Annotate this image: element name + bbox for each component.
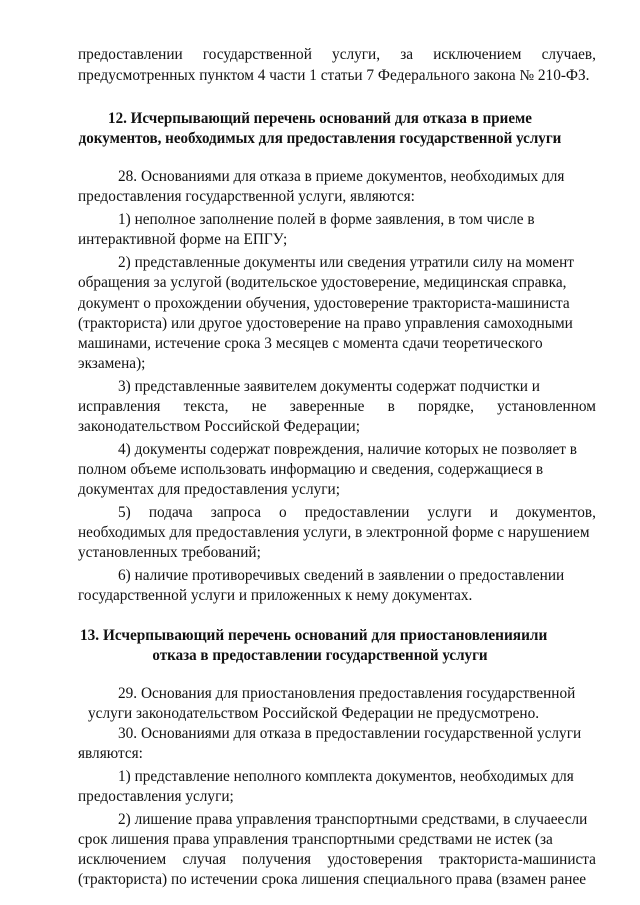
item-28-5-line-2: необходимых для предоставления услуги, в электронной форме с нарушением — [78, 524, 590, 541]
word: случаев, — [541, 46, 596, 63]
word: документов, — [516, 504, 596, 521]
item-30-1-line-2: предоставления услуги; — [78, 788, 234, 805]
word: заверенные — [289, 398, 365, 415]
item-28-2-line-1: 2) представленные документы или сведения утратили силу на момент — [118, 254, 574, 271]
word: услуги, — [332, 46, 381, 63]
word: предоставлении — [304, 504, 410, 521]
item-28-line-1: 28. Основаниями для отказа в приеме документов, необходимых для — [118, 168, 565, 185]
item-28-3-line-3: законодательством Российской Федерации; — [78, 418, 360, 435]
section-12-title-line-2: документов, необходимых для предоставления государственной услуги — [78, 130, 562, 147]
word: порядке, — [417, 398, 474, 415]
word: случая — [182, 851, 227, 868]
word: 5) — [118, 504, 131, 521]
item-28-3-line-1: 3) представленные заявителем документы содержат подчистки и — [118, 378, 540, 395]
item-29-line-1: 29. Основания для приостановления предоставления государственной — [118, 685, 576, 702]
word: подача — [148, 504, 193, 521]
item-28-2-line-6: экзамена); — [78, 355, 146, 372]
item-30-2-line-2: срок лишения права управления транспортными средствами не истек (за — [78, 831, 553, 848]
intro-line-1 — [78, 45, 596, 65]
word: удостоверения — [327, 851, 423, 868]
item-30-2-line-3 — [78, 850, 596, 870]
word: исключением — [433, 46, 522, 63]
item-28-2-line-2: обращения за услугой (водительское удостоверение, медицинская справка, — [78, 274, 567, 291]
item-28-2-line-3: документ о прохождении обучения, удостоверение тракториста-машиниста — [78, 295, 570, 312]
word: за — [400, 46, 414, 63]
item-30-2-line-1: 2) лишение права управления транспортными средствами, в случаеесли — [118, 811, 588, 828]
word: предоставлении — [78, 46, 183, 63]
word: государственной — [202, 46, 312, 63]
item-28-5-line-1 — [118, 503, 596, 523]
word: о — [279, 504, 287, 521]
item-28-5-line-3: установленных требований; — [78, 544, 261, 561]
word: установленном — [497, 398, 596, 415]
item-28-3-line-2 — [78, 397, 596, 417]
item-28-4-line-2: полном объеме использовать информацию и сведения, содержащиеся в — [78, 461, 544, 478]
item-28-2-line-5: машинами, истечение срока 3 месяцев с момента сдачи теоретического — [78, 335, 543, 352]
item-29-line-2: услуги законодательством Российской Федерации не предусмотрено. — [88, 705, 540, 722]
section-13-title-line-2: отказа в предоставлении государственной услуги — [152, 647, 488, 664]
item-28-4-line-1: 4) документы содержат повреждения, наличие которых не позволяет в — [118, 441, 577, 458]
word: и — [489, 504, 498, 521]
item-28-6-line-1: 6) наличие противоречивых сведений в заявлении о предоставлении — [118, 567, 565, 584]
word: тракториста-машиниста — [438, 851, 596, 868]
word: получения — [242, 851, 312, 868]
item-28-2-line-4: (тракториста) или другое удостоверение на право управления самоходными — [78, 315, 573, 332]
intro-line-2: предусмотренных пунктом 4 части 1 статьи 7 Федерального закона № 210-ФЗ. — [78, 67, 590, 84]
word: исключением — [78, 851, 167, 868]
word: не — [251, 398, 267, 415]
item-28-4-line-3: документах для предоставления услуги; — [78, 481, 340, 498]
item-30-1-line-1: 1) представление неполного комплекта документов, необходимых для — [118, 768, 574, 785]
item-28-1-line-2: интерактивной форме на ЕПГУ; — [78, 231, 288, 248]
word: в — [387, 398, 395, 415]
item-30-2-line-4: (тракториста) по истечении срока лишения специального права (взамен ранее — [78, 871, 587, 888]
item-30-line-1: 30. Основаниями для отказа в предоставлении государственной услуги — [118, 725, 582, 742]
section-12-title-line-1: 12. Исчерпывающий перечень оснований для отказа в приеме — [108, 110, 532, 127]
word: запроса — [210, 504, 261, 521]
section-13-title-line-1: 13. Исчерпывающий перечень оснований для приостановленияили — [80, 627, 548, 644]
item-28-line-2: предоставления государственной услуги, являются: — [78, 188, 415, 205]
word: услуги — [427, 504, 472, 521]
item-28-6-line-2: государственной услуги и приложенных к нему документах. — [78, 587, 473, 604]
word: текста, — [183, 398, 229, 415]
word: исправления — [78, 398, 161, 415]
item-30-line-2: являются: — [78, 745, 143, 762]
item-28-1-line-1: 1) неполное заполнение полей в форме заявления, в том числе в — [118, 211, 535, 228]
